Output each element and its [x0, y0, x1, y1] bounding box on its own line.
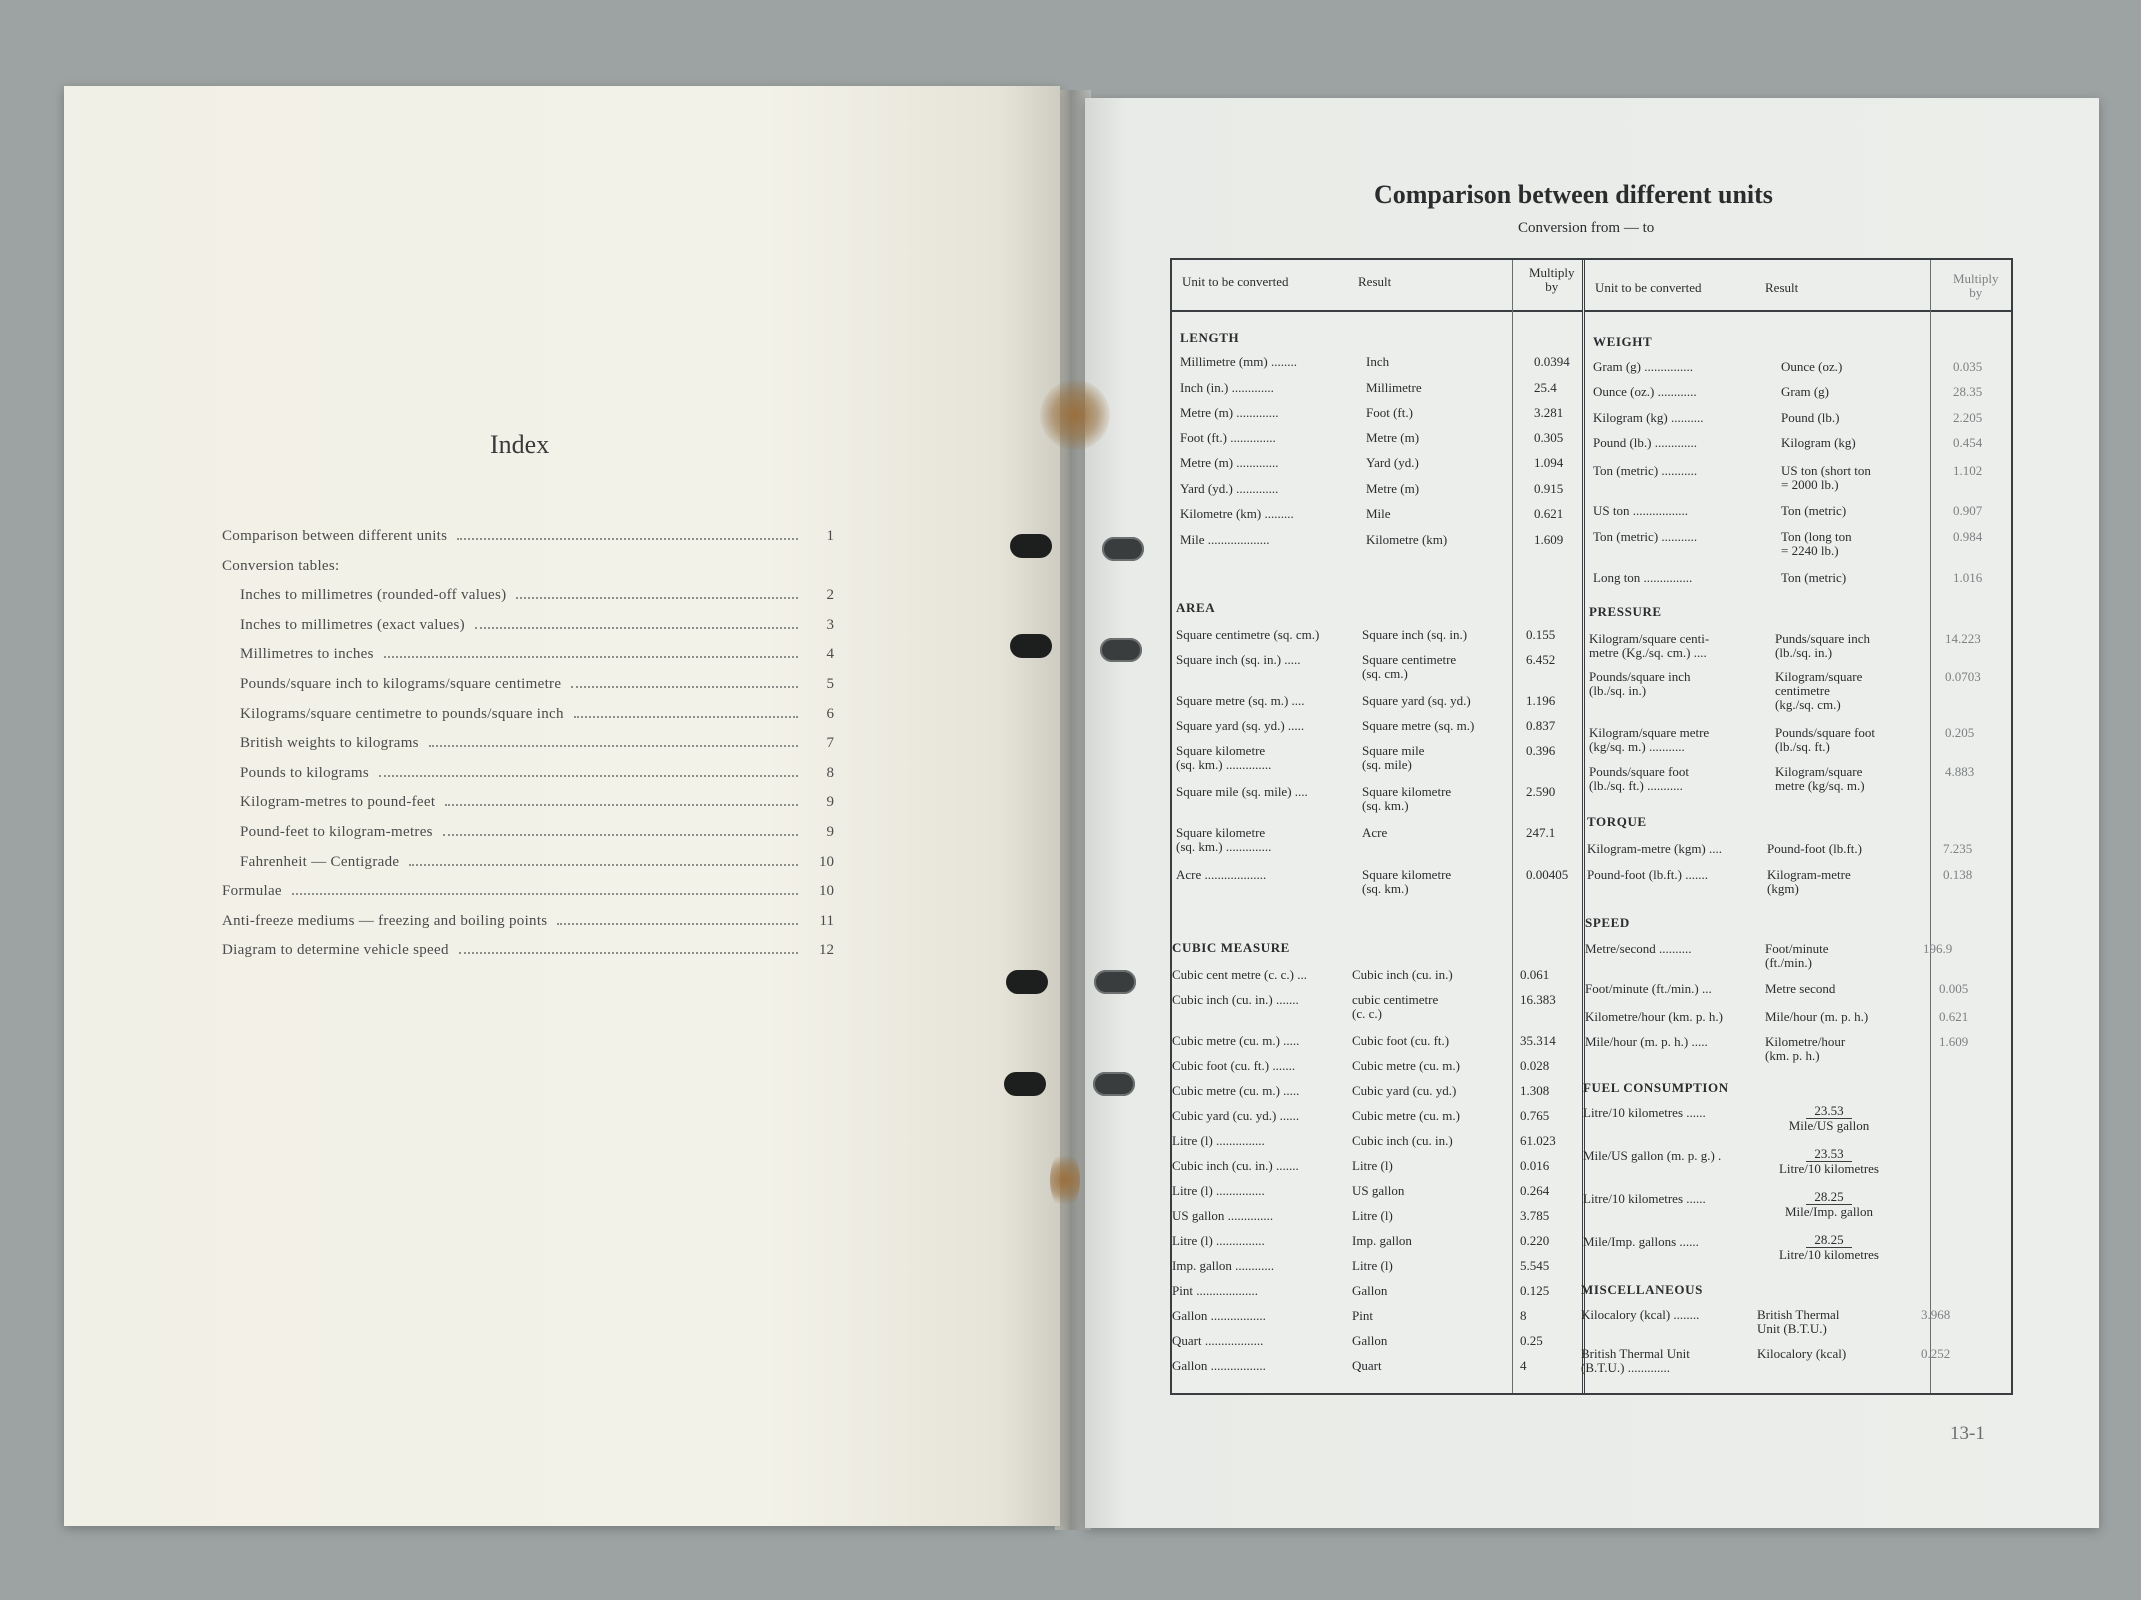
- result-cell: Mile: [1366, 506, 1391, 521]
- multiplier-cell: 0.220: [1520, 1233, 1550, 1248]
- multiplier-cell: 0.016: [1520, 1158, 1550, 1173]
- multiplier-cell: 0.621: [1534, 506, 1564, 521]
- section-heading: FUEL CONSUMPTION: [1583, 1080, 1729, 1095]
- result-cell: Square inch (sq. in.): [1362, 627, 1468, 642]
- result-cell: Kilometre/hour (km. p. h.): [1765, 1034, 1846, 1063]
- index-entry-page: 9: [826, 794, 834, 811]
- index-leader-dots: [443, 834, 798, 836]
- multiplier-cell: 0.984: [1953, 529, 1983, 544]
- index-entry: [222, 528, 834, 558]
- multiplier-cell: 25.4: [1534, 380, 1557, 395]
- result-cell: Litre (l): [1352, 1258, 1393, 1273]
- multiplier-cell: 4: [1520, 1358, 1527, 1373]
- multiplier-cell: 1.196: [1526, 693, 1556, 708]
- multiplier-cell: 1.102: [1953, 463, 1983, 478]
- punch-hole: [1006, 970, 1048, 994]
- multiplier-cell: 0.0394: [1534, 354, 1570, 369]
- index-entry-label: Fahrenheit — Centigrade: [240, 853, 400, 870]
- index-entry: [222, 735, 834, 765]
- unit-cell: Imp. gallon ............: [1172, 1259, 1275, 1273]
- multiplier-cell: 196.9: [1923, 941, 1953, 956]
- result-cell: Square kilometre (sq. km.): [1362, 867, 1452, 896]
- index-entry: [222, 913, 834, 943]
- result-cell: Metre second: [1765, 981, 1836, 996]
- comparison-subtitle: Conversion from — to: [1518, 220, 1655, 236]
- result-cell: Cubic metre (cu. m.): [1352, 1058, 1460, 1073]
- header-result: Result: [1765, 280, 1799, 295]
- index-entry-page: 9: [826, 823, 834, 840]
- index-entry-page: 6: [826, 705, 834, 722]
- multiplier-cell: 8: [1520, 1308, 1527, 1323]
- punch-hole: [1102, 537, 1144, 561]
- result-cell: Mile/hour (m. p. h.): [1765, 1009, 1869, 1024]
- multiplier-cell: 1.308: [1520, 1083, 1550, 1098]
- unit-cell: Foot/minute (ft./min.) ...: [1585, 982, 1712, 996]
- result-cell: Kilocalory (kcal): [1757, 1346, 1847, 1361]
- unit-cell: Kilogram/square metre (kg/sq. m.) ...........: [1589, 726, 1710, 754]
- result-cell: Square centimetre (sq. cm.): [1362, 652, 1457, 681]
- unit-cell: Foot (ft.) ..............: [1180, 431, 1276, 445]
- multiplier-cell: 0.00405: [1526, 867, 1569, 882]
- unit-cell: Cubic inch (cu. in.) .......: [1172, 1159, 1299, 1173]
- fuel-fraction: [1759, 1233, 1899, 1262]
- section-heading: AREA: [1176, 600, 1216, 615]
- table-header: [1172, 260, 1582, 312]
- multiplier-cell: 0.205: [1945, 725, 1975, 740]
- unit-cell: Square mile (sq. mile) ....: [1176, 785, 1308, 799]
- punch-hole: [1010, 534, 1052, 558]
- index-entry: [222, 824, 834, 854]
- result-cell: cubic centimetre (c. c.): [1352, 992, 1439, 1021]
- multiplier-cell: 6.452: [1526, 652, 1556, 667]
- unit-cell: Square kilometre (sq. km.) ..............: [1176, 744, 1272, 772]
- result-cell: Cubic inch (cu. in.): [1352, 967, 1453, 982]
- index-entry-page: 5: [826, 675, 834, 692]
- unit-cell: Millimetre (mm) ........: [1180, 355, 1297, 369]
- result-cell: Millimetre: [1366, 380, 1422, 395]
- multiplier-cell: 3.968: [1921, 1307, 1951, 1322]
- multiplier-cell: 0.035: [1953, 359, 1983, 374]
- index-entry-page: 10: [819, 883, 834, 900]
- section-heading: LENGTH: [1180, 330, 1240, 345]
- unit-cell: Mile/Imp. gallons ......: [1583, 1235, 1699, 1249]
- unit-cell: Ton (metric) ...........: [1593, 464, 1698, 478]
- result-cell: Kilogram/square centimetre (kg./sq. cm.): [1775, 669, 1863, 712]
- unit-cell: Cubic cent metre (c. c.) ...: [1172, 968, 1307, 982]
- unit-cell: Square centimetre (sq. cm.): [1176, 628, 1320, 642]
- result-cell: Gallon: [1352, 1283, 1388, 1298]
- table-column-left: [1172, 260, 1585, 1393]
- header-unit: Unit to be converted: [1595, 280, 1702, 295]
- result-cell: Cubic foot (cu. ft.): [1352, 1033, 1450, 1048]
- index-entry: [222, 765, 834, 795]
- unit-cell: Inch (in.) .............: [1180, 381, 1274, 395]
- paper-stain: [1050, 1150, 1080, 1210]
- unit-cell: Pint ...................: [1172, 1284, 1258, 1298]
- unit-cell: Gram (g) ...............: [1593, 360, 1694, 374]
- unit-cell: Square metre (sq. m.) ....: [1176, 694, 1305, 708]
- multiplier-cell: 16.383: [1520, 992, 1556, 1007]
- multiplier-cell: 3.785: [1520, 1208, 1550, 1223]
- result-cell: Cubic inch (cu. in.): [1352, 1133, 1453, 1148]
- result-cell: Ton (long ton = 2240 lb.): [1781, 529, 1852, 558]
- unit-cell: Gallon .................: [1172, 1309, 1266, 1323]
- index-entry-page: 11: [819, 912, 834, 929]
- unit-cell: Cubic yard (cu. yd.) ......: [1172, 1109, 1300, 1123]
- multiplier-cell: 0.125: [1520, 1283, 1550, 1298]
- section-heading: WEIGHT: [1593, 334, 1653, 349]
- unit-cell: Mile/hour (m. p. h.) .....: [1585, 1035, 1708, 1049]
- index-entry: [222, 646, 834, 676]
- index-entry: [222, 617, 834, 647]
- unit-cell: Kilometre/hour (km. p. h.): [1585, 1010, 1723, 1024]
- result-cell: Litre (l): [1352, 1208, 1393, 1223]
- section-heading: TORQUE: [1587, 814, 1647, 829]
- unit-cell: Cubic metre (cu. m.) .....: [1172, 1034, 1300, 1048]
- index-entry-label: Pound-feet to kilogram-metres: [240, 823, 433, 840]
- index-entry-label: British weights to kilograms: [240, 735, 419, 752]
- result-cell: Kilogram/square metre (kg/sq. m.): [1775, 764, 1865, 793]
- index-entry: [222, 676, 834, 706]
- header-unit: Unit to be converted: [1182, 274, 1289, 289]
- fuel-fraction: [1759, 1190, 1899, 1219]
- multiplier-cell: 0.005: [1939, 981, 1969, 996]
- unit-cell: Kilometre (km) .........: [1180, 507, 1294, 521]
- unit-cell: US ton .................: [1593, 504, 1688, 518]
- index-entry-page: 8: [826, 764, 834, 781]
- multiplier-cell: 3.281: [1534, 405, 1564, 420]
- comparison-title: Comparison between different units: [1374, 180, 1773, 209]
- result-cell: Pounds/square foot (lb./sq. ft.): [1775, 725, 1876, 754]
- unit-cell: Litre (l) ...............: [1172, 1184, 1265, 1198]
- index-entry: [222, 942, 834, 972]
- fuel-fraction: [1759, 1147, 1899, 1176]
- unit-cell: Ounce (oz.) ............: [1593, 385, 1697, 399]
- header-multiply: Multiply by: [1953, 271, 1999, 300]
- paper-stain: [1040, 380, 1110, 450]
- multiplier-cell: 1.609: [1534, 532, 1564, 547]
- fraction-denominator: Mile/US gallon: [1788, 1118, 1870, 1133]
- index-entry-label: Diagram to determine vehicle speed: [222, 942, 449, 959]
- index-entry: [222, 587, 834, 617]
- multiplier-cell: 0.454: [1953, 435, 1983, 450]
- multiplier-cell: 4.883: [1945, 764, 1975, 779]
- conversion-table: [1170, 258, 2013, 1395]
- multiplier-cell: 0.028: [1520, 1058, 1550, 1073]
- header-result: Result: [1358, 274, 1392, 289]
- result-cell: Inch: [1366, 354, 1390, 369]
- index-leader-dots: [557, 923, 798, 925]
- multiplier-cell: 0.765: [1520, 1108, 1550, 1123]
- result-cell: Gallon: [1352, 1333, 1388, 1348]
- multiplier-cell: 35.314: [1520, 1033, 1556, 1048]
- unit-cell: Litre (l) ...............: [1172, 1134, 1265, 1148]
- unit-cell: Cubic metre (cu. m.) .....: [1172, 1084, 1300, 1098]
- index-leader-dots: [445, 804, 798, 806]
- unit-cell: US gallon ..............: [1172, 1209, 1274, 1223]
- index-entry-label: Conversion tables:: [222, 557, 340, 574]
- result-cell: Quart: [1352, 1358, 1382, 1373]
- result-cell: Square kilometre (sq. km.): [1362, 784, 1452, 813]
- result-cell: Kilometre (km): [1366, 532, 1448, 547]
- fraction-numerator: 23.53: [1806, 1147, 1851, 1162]
- section-heading: CUBIC MEASURE: [1172, 940, 1290, 955]
- index-entry-label: Inches to millimetres (rounded-off values): [240, 587, 507, 604]
- index-title: Index: [490, 430, 550, 459]
- punch-hole: [1094, 970, 1136, 994]
- index-entry-page: 3: [826, 616, 834, 633]
- index-leader-dots: [457, 538, 798, 540]
- section-heading: PRESSURE: [1589, 604, 1662, 619]
- index-leader-dots: [574, 716, 798, 718]
- multiplier-cell: 247.1: [1526, 825, 1556, 840]
- multiplier-cell: 1.609: [1939, 1034, 1969, 1049]
- multiplier-cell: 28.35: [1953, 384, 1983, 399]
- unit-cell: Litre (l) ...............: [1172, 1234, 1265, 1248]
- index-entry-label: Comparison between different units: [222, 528, 448, 544]
- result-cell: Ounce (oz.): [1781, 359, 1843, 374]
- index-leader-dots: [516, 597, 798, 599]
- index-entry-label: Formulae: [222, 883, 282, 900]
- multiplier-cell: 61.023: [1520, 1133, 1556, 1148]
- index-entry: [222, 854, 834, 884]
- index-entry-label: Inches to millimetres (exact values): [240, 616, 465, 633]
- unit-cell: Kilocalory (kcal) ........: [1581, 1308, 1700, 1322]
- result-cell: Kilogram-metre (kgm): [1767, 867, 1851, 896]
- index-entry-label: Anti-freeze mediums — freezing and boiling points: [222, 912, 548, 929]
- multiplier-cell: 0.621: [1939, 1009, 1969, 1024]
- multiplier-cell: 1.094: [1534, 455, 1564, 470]
- result-cell: Ton (metric): [1781, 570, 1847, 585]
- result-cell: Punds/square inch (lb./sq. in.): [1775, 631, 1870, 660]
- unit-cell: Yard (yd.) .............: [1180, 482, 1279, 496]
- unit-cell: Mile ...................: [1180, 533, 1270, 547]
- section-heading: MISCELLANEOUS: [1581, 1282, 1703, 1297]
- index-entry-page: 12: [819, 942, 834, 959]
- result-cell: Pound (lb.): [1781, 410, 1840, 425]
- index-entry-label: Kilograms/square centimetre to pounds/square inch: [240, 705, 564, 722]
- index-entry-label: Millimetres to inches: [240, 646, 374, 663]
- result-cell: Square mile (sq. mile): [1362, 743, 1425, 772]
- result-cell: Cubic metre (cu. m.): [1352, 1108, 1460, 1123]
- unit-cell: Gallon .................: [1172, 1359, 1266, 1373]
- punch-hole: [1100, 638, 1142, 662]
- multiplier-cell: 2.205: [1953, 410, 1983, 425]
- unit-cell: Cubic foot (cu. ft.) .......: [1172, 1059, 1296, 1073]
- result-cell: Foot/minute (ft./min.): [1765, 941, 1829, 970]
- index-leader-dots: [379, 775, 798, 777]
- unit-cell: Ton (metric) ...........: [1593, 530, 1698, 544]
- header-multiply: Multiply by: [1529, 265, 1575, 294]
- punch-hole: [1010, 634, 1052, 658]
- unit-cell: Mile/US gallon (m. p. g.) .: [1583, 1149, 1722, 1163]
- multiplier-cell: 0.915: [1534, 481, 1564, 496]
- section-heading: SPEED: [1585, 915, 1630, 930]
- multiplier-cell: 0.837: [1526, 718, 1556, 733]
- fraction-numerator: 28.25: [1806, 1233, 1851, 1248]
- index-leader-dots: [384, 656, 798, 658]
- index-entry: [222, 706, 834, 736]
- unit-cell: Kilogram-metre (kgm) ....: [1587, 842, 1723, 856]
- multiplier-cell: 0.252: [1921, 1346, 1951, 1361]
- index-leader-dots: [429, 745, 798, 747]
- multiplier-cell: 0.155: [1526, 627, 1556, 642]
- fraction-numerator: 28.25: [1806, 1190, 1851, 1205]
- unit-cell: Litre/10 kilometres ......: [1583, 1192, 1706, 1206]
- index-entry-page: 10: [819, 853, 834, 870]
- result-cell: Square yard (sq. yd.): [1362, 693, 1471, 708]
- unit-cell: Pound (lb.) .............: [1593, 436, 1697, 450]
- result-cell: Cubic yard (cu. yd.): [1352, 1083, 1457, 1098]
- multiplier-cell: 0.907: [1953, 503, 1983, 518]
- index-entry: [222, 883, 834, 913]
- result-cell: US ton (short ton = 2000 lb.): [1781, 463, 1871, 492]
- fraction-denominator: Mile/Imp. gallon: [1784, 1204, 1874, 1219]
- multiplier-cell: 7.235: [1943, 841, 1973, 856]
- index-entry: [222, 558, 834, 588]
- index-list: [222, 528, 834, 972]
- result-cell: Square metre (sq. m.): [1362, 718, 1475, 733]
- multiplier-cell: 5.545: [1520, 1258, 1550, 1273]
- table-header: [1585, 260, 2011, 312]
- multiplier-cell: 14.223: [1945, 631, 1981, 646]
- result-cell: Metre (m): [1366, 481, 1420, 496]
- result-cell: Pint: [1352, 1308, 1373, 1323]
- index-entry-page: 7: [826, 735, 834, 752]
- punch-hole: [1093, 1072, 1135, 1096]
- multiplier-cell: 0.305: [1534, 430, 1564, 445]
- unit-cell: Pound-foot (lb.ft.) .......: [1587, 868, 1708, 882]
- index-leader-dots: [459, 952, 798, 954]
- result-cell: Metre (m): [1366, 430, 1420, 445]
- index-leader-dots: [409, 864, 798, 866]
- index-leader-dots: [292, 893, 798, 895]
- unit-cell: Metre/second ..........: [1585, 942, 1692, 956]
- fraction-denominator: Litre/10 kilometres: [1778, 1247, 1879, 1262]
- unit-cell: Square kilometre (sq. km.) ..............: [1176, 826, 1272, 854]
- unit-cell: Kilogram/square centi- metre (Kg./sq. cm.) ....: [1589, 632, 1710, 660]
- index-entry-label: Pounds to kilograms: [240, 764, 370, 781]
- unit-cell: Litre/10 kilometres ......: [1583, 1106, 1706, 1120]
- unit-cell: Kilogram (kg) ..........: [1593, 411, 1704, 425]
- unit-cell: Square yard (sq. yd.) .....: [1176, 719, 1305, 733]
- unit-cell: Quart ..................: [1172, 1334, 1264, 1348]
- result-cell: US gallon: [1352, 1183, 1405, 1198]
- table-column-right: [1581, 260, 2011, 1393]
- multiplier-cell: 1.016: [1953, 570, 1983, 585]
- unit-cell: Metre (m) .............: [1180, 406, 1279, 420]
- index-entry-page: 1: [826, 528, 834, 544]
- index-leader-dots: [475, 627, 798, 629]
- result-cell: Imp. gallon: [1352, 1233, 1412, 1248]
- index-entry-page: 2: [826, 587, 834, 604]
- fuel-fraction: [1759, 1104, 1899, 1133]
- unit-cell: Metre (m) .............: [1180, 456, 1279, 470]
- result-cell: Foot (ft.): [1366, 405, 1413, 420]
- index-entry: [222, 794, 834, 824]
- unit-cell: Long ton ...............: [1593, 571, 1693, 585]
- unit-cell: Pounds/square inch (lb./sq. in.): [1589, 670, 1691, 698]
- index-entry-page: 4: [826, 646, 834, 663]
- result-cell: Kilogram (kg): [1781, 435, 1856, 450]
- multiplier-cell: 2.590: [1526, 784, 1556, 799]
- index-leader-dots: [571, 686, 798, 688]
- result-cell: British Thermal Unit (B.T.U.): [1757, 1307, 1840, 1336]
- unit-cell: British Thermal Unit (B.T.U.) .............: [1581, 1347, 1690, 1375]
- multiplier-cell: 0.138: [1943, 867, 1973, 882]
- result-cell: Acre: [1362, 825, 1388, 840]
- result-cell: Ton (metric): [1781, 503, 1847, 518]
- multiplier-cell: 0.061: [1520, 967, 1550, 982]
- fraction-denominator: Litre/10 kilometres: [1778, 1161, 1879, 1176]
- result-cell: Litre (l): [1352, 1158, 1393, 1173]
- index-entry-label: Pounds/square inch to kilograms/square centimetre: [240, 675, 562, 692]
- unit-cell: Square inch (sq. in.) .....: [1176, 653, 1301, 667]
- fraction-numerator: 23.53: [1806, 1104, 1851, 1119]
- multiplier-cell: 0.396: [1526, 743, 1556, 758]
- unit-cell: Pounds/square foot (lb./sq. ft.) ...........: [1589, 765, 1690, 793]
- multiplier-cell: 0.264: [1520, 1183, 1550, 1198]
- result-cell: Gram (g): [1781, 384, 1830, 399]
- page-number: 13-1: [1950, 1423, 1985, 1444]
- multiplier-cell: 0.25: [1520, 1333, 1543, 1348]
- multiplier-cell: 0.0703: [1945, 669, 1981, 684]
- punch-hole: [1004, 1072, 1046, 1096]
- result-cell: Yard (yd.): [1366, 455, 1419, 470]
- unit-cell: Acre ...................: [1176, 868, 1267, 882]
- result-cell: Pound-foot (lb.ft.): [1767, 841, 1862, 856]
- index-entry-label: Kilogram-metres to pound-feet: [240, 794, 436, 811]
- unit-cell: Cubic inch (cu. in.) .......: [1172, 993, 1299, 1007]
